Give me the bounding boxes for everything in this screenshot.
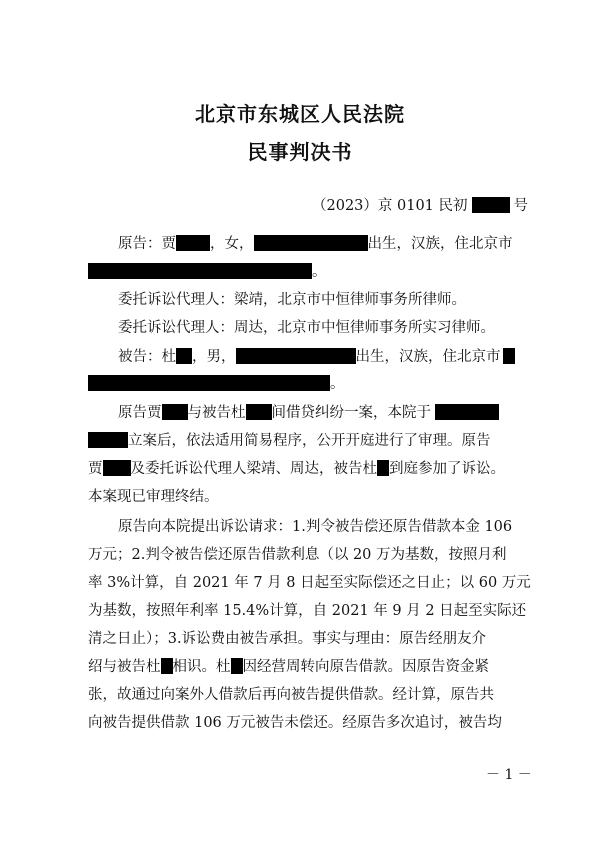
intro-text: 贾: [88, 461, 103, 477]
claims-line-1: 原告向本院提出诉讼请求：1.判令被告偿还原告借款本金 106: [118, 519, 513, 535]
intro-text: 立案后，依法适用简易程序，公开开庭进行了审理。原告: [128, 433, 491, 449]
case-number-prefix: （2023）京 0101 民初: [312, 198, 468, 214]
page-number: － 1 －: [486, 767, 532, 783]
claims-line-7: 张，故通过向案外人借款后再向被告提供借款。经计算，原告共: [88, 687, 494, 703]
redaction-bar: [377, 460, 389, 476]
redaction-bar: [246, 404, 272, 420]
plaintiff-end: 。: [312, 264, 327, 280]
intro-line-3: [88, 459, 505, 479]
claims-line-3: 率 3%计算，自 2021 年 7 月 8 日起至实际偿还之日止；以 60 万元: [88, 575, 531, 591]
court-name: 北京市东城区人民法院: [195, 102, 405, 126]
plaintiff-label: 原告：贾: [118, 236, 176, 252]
redaction-bar: [254, 235, 368, 251]
redaction-bar: [88, 375, 330, 391]
intro-text: 原告贾: [118, 405, 162, 421]
agent-line-1: 委托诉讼代理人：梁靖，北京市中恒律师事务所律师。: [118, 292, 466, 308]
plaintiff-gender: ，女，: [210, 236, 254, 252]
intro-text: 间借贷纠纷一案，本院于: [271, 405, 431, 421]
intro-line-1: [118, 403, 499, 423]
redaction-bar: [435, 404, 499, 420]
redaction-bar: [472, 197, 510, 213]
plaintiff-birth-ethnicity: 出生，汉族，住北京市: [367, 236, 513, 252]
defendant-label: 被告：杜: [118, 349, 176, 365]
redaction-bar: [236, 348, 356, 364]
redaction-bar: [103, 460, 131, 476]
redaction-bar: [161, 658, 173, 674]
defendant-end: 。: [330, 376, 345, 392]
case-number-suffix: 号: [513, 198, 529, 214]
redaction-bar: [162, 404, 188, 420]
plaintiff-line-2: [88, 262, 327, 282]
intro-line-4: 本案现已审理终结。: [88, 489, 219, 505]
redaction-bar: [231, 658, 243, 674]
redaction-bar: [176, 235, 210, 251]
redaction-bar: [503, 348, 515, 364]
claims-line-8: 向被告提供借款 106 万元被告未偿还。经原告多次追讨，被告均: [88, 715, 502, 731]
document-type-title: 民事判决书: [247, 140, 353, 164]
intro-line-2: [88, 431, 491, 451]
claims-line-2: 万元；2.判令被告偿还原告借款利息（以 20 万为基数，按照月利: [88, 547, 507, 563]
claims-line-6: [88, 657, 489, 677]
claims-line-4: 为基数，按照年利率 15.4%计算，自 2021 年 9 月 2 日起至实际还: [88, 603, 527, 619]
agent-line-2: 委托诉讼代理人：周达，北京市中恒律师事务所实习律师。: [118, 320, 495, 336]
intro-text: 及委托诉讼代理人梁靖、周达，被告杜: [130, 461, 377, 477]
intro-text: 到庭参加了诉讼。: [389, 461, 505, 477]
redaction-bar: [88, 263, 312, 279]
defendant-birth-ethnicity: 出生，汉族，住北京市: [355, 349, 501, 365]
claims-text: 相识。杜: [172, 659, 231, 675]
claims-text: 因经营周转向原告借款。因原告资金紧: [242, 659, 489, 675]
claims-text: 绍与被告杜: [88, 659, 161, 675]
redaction-bar: [88, 432, 128, 448]
defendant-gender: ，男，: [192, 349, 236, 365]
intro-text: 与被告杜: [187, 405, 246, 421]
case-number: [312, 196, 528, 216]
plaintiff-line-1: [118, 234, 513, 254]
claims-line-5: 清之日止）；3.诉讼费由被告承担。事实与理由：原告经朋友介: [88, 631, 487, 647]
defendant-line-2: [88, 374, 345, 394]
defendant-line-1: [118, 347, 515, 367]
redaction-bar: [176, 348, 192, 364]
